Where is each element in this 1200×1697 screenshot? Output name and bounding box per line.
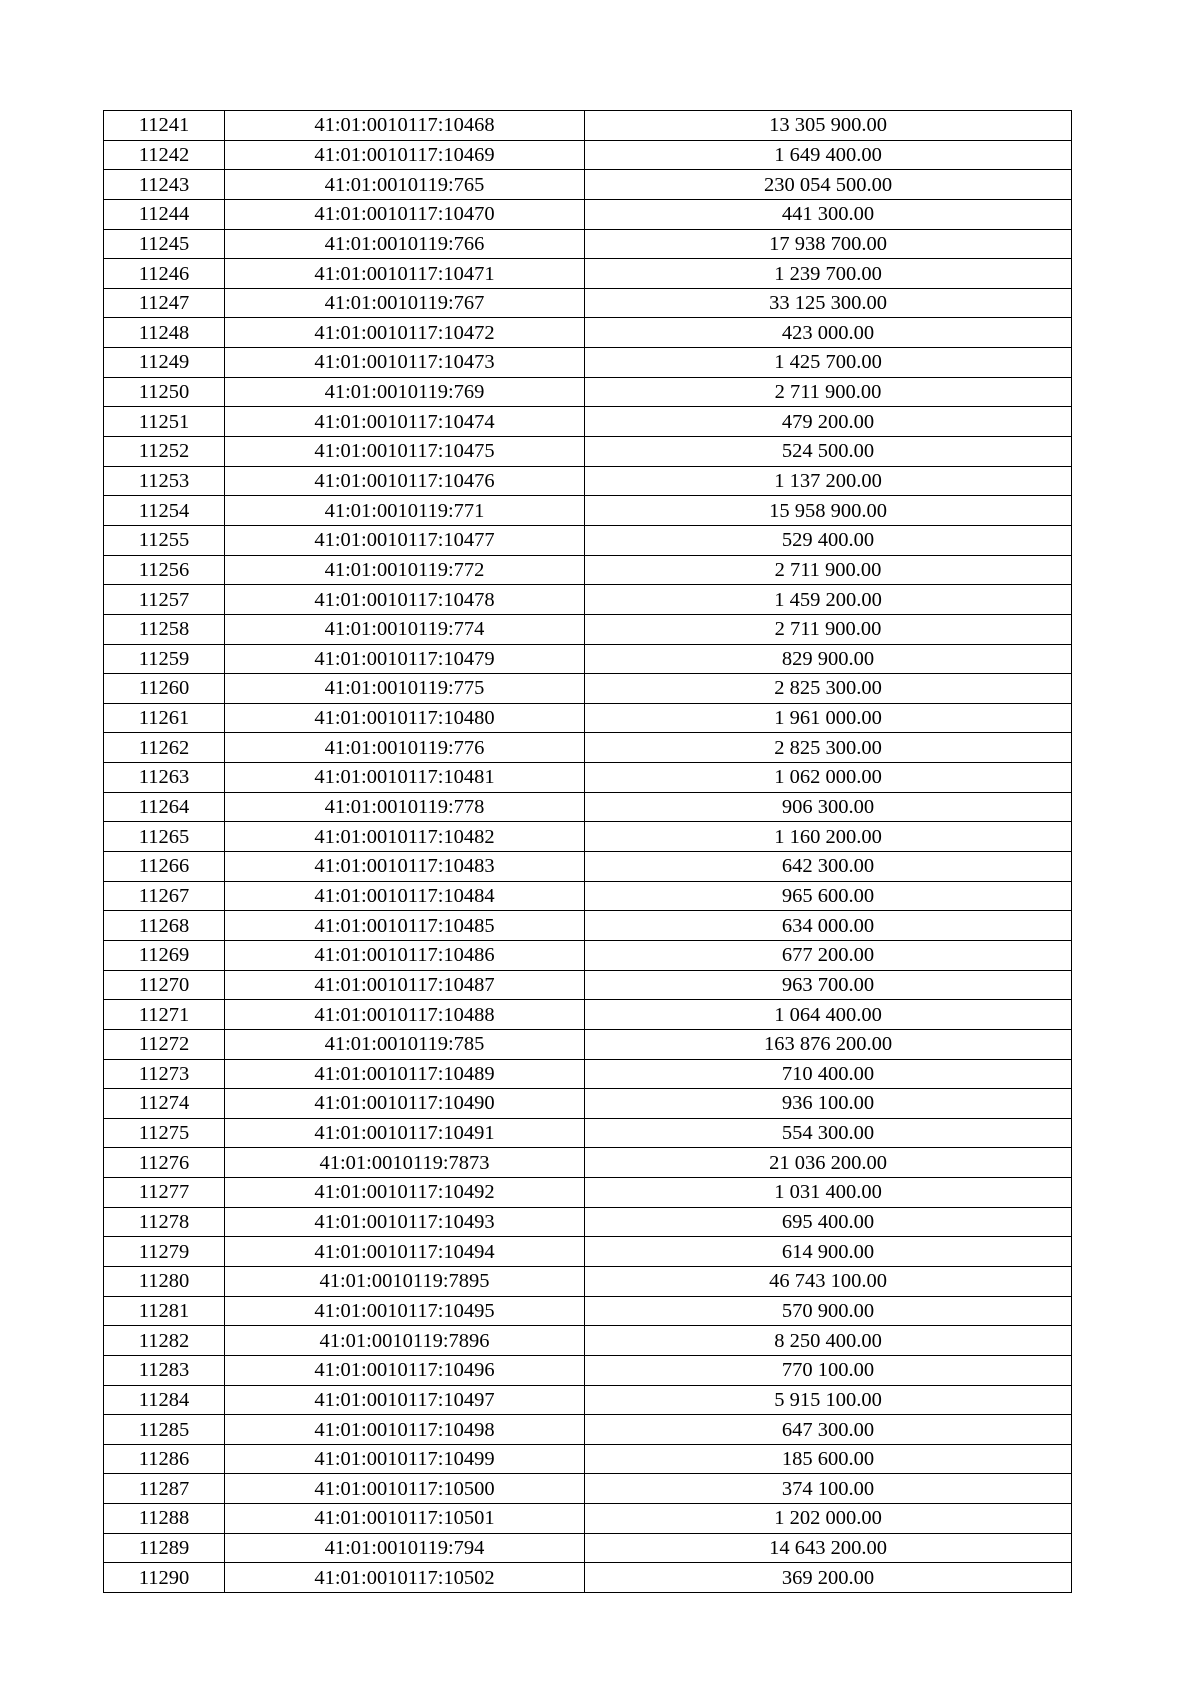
cadastral-number-cell: 41:01:0010119:794 bbox=[225, 1533, 585, 1563]
table-row bbox=[104, 466, 1072, 496]
row-number-cell: 11261 bbox=[104, 703, 225, 733]
table-row bbox=[104, 1355, 1072, 1385]
cadastral-number-cell: 41:01:0010119:769 bbox=[225, 377, 585, 407]
row-number-cell: 11252 bbox=[104, 437, 225, 467]
cadastral-value-cell: 529 400.00 bbox=[585, 525, 1072, 555]
cadastral-value-cell: 369 200.00 bbox=[585, 1563, 1072, 1593]
cadastral-number-cell: 41:01:0010117:10485 bbox=[225, 911, 585, 941]
cadastral-value-cell: 2 711 900.00 bbox=[585, 377, 1072, 407]
cadastral-value-cell: 441 300.00 bbox=[585, 199, 1072, 229]
cadastral-number-cell: 41:01:0010117:10469 bbox=[225, 140, 585, 170]
cadastral-value-cell: 5 915 100.00 bbox=[585, 1385, 1072, 1415]
row-number-cell: 11258 bbox=[104, 614, 225, 644]
cadastral-number-cell: 41:01:0010117:10491 bbox=[225, 1118, 585, 1148]
row-number-cell: 11279 bbox=[104, 1237, 225, 1267]
cadastral-value-cell: 642 300.00 bbox=[585, 852, 1072, 882]
cadastral-number-cell: 41:01:0010117:10482 bbox=[225, 822, 585, 852]
cadastral-number-cell: 41:01:0010119:771 bbox=[225, 496, 585, 526]
cadastral-number-cell: 41:01:0010119:766 bbox=[225, 229, 585, 259]
cadastral-number-cell: 41:01:0010119:774 bbox=[225, 614, 585, 644]
cadastral-number-cell: 41:01:0010117:10500 bbox=[225, 1474, 585, 1504]
table-row bbox=[104, 822, 1072, 852]
cadastral-value-cell: 374 100.00 bbox=[585, 1474, 1072, 1504]
cadastral-value-cell: 163 876 200.00 bbox=[585, 1029, 1072, 1059]
cadastral-value-cell: 15 958 900.00 bbox=[585, 496, 1072, 526]
cadastral-number-cell: 41:01:0010117:10496 bbox=[225, 1355, 585, 1385]
table-row bbox=[104, 1444, 1072, 1474]
row-number-cell: 11250 bbox=[104, 377, 225, 407]
row-number-cell: 11264 bbox=[104, 792, 225, 822]
cadastral-value-cell: 1 649 400.00 bbox=[585, 140, 1072, 170]
table-row bbox=[104, 1000, 1072, 1030]
cadastral-number-cell: 41:01:0010117:10476 bbox=[225, 466, 585, 496]
cadastral-number-cell: 41:01:0010117:10474 bbox=[225, 407, 585, 437]
table-row bbox=[104, 792, 1072, 822]
table-row bbox=[104, 1533, 1072, 1563]
row-number-cell: 11289 bbox=[104, 1533, 225, 1563]
table-row bbox=[104, 377, 1072, 407]
cadastral-number-cell: 41:01:0010117:10497 bbox=[225, 1385, 585, 1415]
cadastral-value-cell: 1 425 700.00 bbox=[585, 348, 1072, 378]
cadastral-number-cell: 41:01:0010117:10475 bbox=[225, 437, 585, 467]
cadastral-value-cell: 479 200.00 bbox=[585, 407, 1072, 437]
cadastral-number-cell: 41:01:0010117:10484 bbox=[225, 881, 585, 911]
row-number-cell: 11288 bbox=[104, 1504, 225, 1534]
cadastral-number-cell: 41:01:0010117:10492 bbox=[225, 1178, 585, 1208]
cadastral-value-cell: 21 036 200.00 bbox=[585, 1148, 1072, 1178]
cadastral-value-cell: 936 100.00 bbox=[585, 1089, 1072, 1119]
cadastral-number-cell: 41:01:0010117:10481 bbox=[225, 763, 585, 793]
cadastral-value-cell: 906 300.00 bbox=[585, 792, 1072, 822]
cadastral-number-cell: 41:01:0010117:10473 bbox=[225, 348, 585, 378]
cadastral-value-cell: 614 900.00 bbox=[585, 1237, 1072, 1267]
cadastral-value-cell: 1 239 700.00 bbox=[585, 259, 1072, 289]
table-row bbox=[104, 1474, 1072, 1504]
table-row bbox=[104, 1563, 1072, 1593]
row-number-cell: 11251 bbox=[104, 407, 225, 437]
cadastral-number-cell: 41:01:0010117:10486 bbox=[225, 940, 585, 970]
table-row bbox=[104, 525, 1072, 555]
cadastral-number-cell: 41:01:0010117:10487 bbox=[225, 970, 585, 1000]
row-number-cell: 11277 bbox=[104, 1178, 225, 1208]
cadastral-number-cell: 41:01:0010117:10468 bbox=[225, 111, 585, 141]
table-row bbox=[104, 1059, 1072, 1089]
row-number-cell: 11259 bbox=[104, 644, 225, 674]
table-row bbox=[104, 1296, 1072, 1326]
cadastral-number-cell: 41:01:0010117:10480 bbox=[225, 703, 585, 733]
row-number-cell: 11276 bbox=[104, 1148, 225, 1178]
cadastral-number-cell: 41:01:0010119:7896 bbox=[225, 1326, 585, 1356]
cadastral-number-cell: 41:01:0010119:778 bbox=[225, 792, 585, 822]
cadastral-number-cell: 41:01:0010117:10495 bbox=[225, 1296, 585, 1326]
table-row bbox=[104, 1207, 1072, 1237]
table-row bbox=[104, 644, 1072, 674]
cadastral-value-cell: 1 062 000.00 bbox=[585, 763, 1072, 793]
cadastral-value-cell: 963 700.00 bbox=[585, 970, 1072, 1000]
row-number-cell: 11260 bbox=[104, 674, 225, 704]
table-row bbox=[104, 1415, 1072, 1445]
cadastral-number-cell: 41:01:0010117:10493 bbox=[225, 1207, 585, 1237]
table-row bbox=[104, 733, 1072, 763]
cadastral-value-cell: 695 400.00 bbox=[585, 1207, 1072, 1237]
row-number-cell: 11282 bbox=[104, 1326, 225, 1356]
table-row bbox=[104, 970, 1072, 1000]
cadastral-number-cell: 41:01:0010117:10478 bbox=[225, 585, 585, 615]
table-body bbox=[104, 111, 1072, 1593]
table-row bbox=[104, 1326, 1072, 1356]
row-number-cell: 11257 bbox=[104, 585, 225, 615]
cadastral-number-cell: 41:01:0010117:10498 bbox=[225, 1415, 585, 1445]
cadastral-value-cell: 1 064 400.00 bbox=[585, 1000, 1072, 1030]
row-number-cell: 11242 bbox=[104, 140, 225, 170]
table-row bbox=[104, 1029, 1072, 1059]
row-number-cell: 11253 bbox=[104, 466, 225, 496]
table-row bbox=[104, 348, 1072, 378]
table-row bbox=[104, 1089, 1072, 1119]
cadastral-value-cell: 965 600.00 bbox=[585, 881, 1072, 911]
cadastral-value-cell: 1 137 200.00 bbox=[585, 466, 1072, 496]
row-number-cell: 11280 bbox=[104, 1266, 225, 1296]
cadastral-value-cell: 2 825 300.00 bbox=[585, 674, 1072, 704]
cadastral-number-cell: 41:01:0010119:767 bbox=[225, 288, 585, 318]
cadastral-value-cell: 2 825 300.00 bbox=[585, 733, 1072, 763]
table-row bbox=[104, 911, 1072, 941]
cadastral-number-cell: 41:01:0010117:10489 bbox=[225, 1059, 585, 1089]
row-number-cell: 11241 bbox=[104, 111, 225, 141]
table-row bbox=[104, 1385, 1072, 1415]
cadastral-number-cell: 41:01:0010117:10490 bbox=[225, 1089, 585, 1119]
cadastral-value-cell: 13 305 900.00 bbox=[585, 111, 1072, 141]
table-row bbox=[104, 140, 1072, 170]
cadastral-number-cell: 41:01:0010119:775 bbox=[225, 674, 585, 704]
row-number-cell: 11274 bbox=[104, 1089, 225, 1119]
row-number-cell: 11270 bbox=[104, 970, 225, 1000]
cadastral-value-cell: 770 100.00 bbox=[585, 1355, 1072, 1385]
cadastral-value-cell: 14 643 200.00 bbox=[585, 1533, 1072, 1563]
table-row bbox=[104, 437, 1072, 467]
table-row bbox=[104, 614, 1072, 644]
cadastral-value-cell: 8 250 400.00 bbox=[585, 1326, 1072, 1356]
cadastral-value-table bbox=[103, 110, 1072, 1593]
row-number-cell: 11244 bbox=[104, 199, 225, 229]
cadastral-number-cell: 41:01:0010117:10499 bbox=[225, 1444, 585, 1474]
table-row bbox=[104, 1266, 1072, 1296]
row-number-cell: 11245 bbox=[104, 229, 225, 259]
table-row bbox=[104, 585, 1072, 615]
row-number-cell: 11272 bbox=[104, 1029, 225, 1059]
row-number-cell: 11281 bbox=[104, 1296, 225, 1326]
cadastral-value-cell: 1 202 000.00 bbox=[585, 1504, 1072, 1534]
table-row bbox=[104, 199, 1072, 229]
cadastral-number-cell: 41:01:0010117:10470 bbox=[225, 199, 585, 229]
row-number-cell: 11249 bbox=[104, 348, 225, 378]
cadastral-value-cell: 570 900.00 bbox=[585, 1296, 1072, 1326]
cadastral-number-cell: 41:01:0010117:10477 bbox=[225, 525, 585, 555]
cadastral-number-cell: 41:01:0010119:776 bbox=[225, 733, 585, 763]
table-row bbox=[104, 940, 1072, 970]
cadastral-value-cell: 677 200.00 bbox=[585, 940, 1072, 970]
table-row bbox=[104, 318, 1072, 348]
table-row bbox=[104, 1178, 1072, 1208]
cadastral-value-cell: 423 000.00 bbox=[585, 318, 1072, 348]
cadastral-value-cell: 185 600.00 bbox=[585, 1444, 1072, 1474]
row-number-cell: 11287 bbox=[104, 1474, 225, 1504]
cadastral-value-cell: 2 711 900.00 bbox=[585, 555, 1072, 585]
cadastral-value-cell: 46 743 100.00 bbox=[585, 1266, 1072, 1296]
row-number-cell: 11284 bbox=[104, 1385, 225, 1415]
cadastral-value-cell: 1 160 200.00 bbox=[585, 822, 1072, 852]
row-number-cell: 11265 bbox=[104, 822, 225, 852]
row-number-cell: 11271 bbox=[104, 1000, 225, 1030]
cadastral-number-cell: 41:01:0010119:7895 bbox=[225, 1266, 585, 1296]
cadastral-number-cell: 41:01:0010117:10494 bbox=[225, 1237, 585, 1267]
row-number-cell: 11286 bbox=[104, 1444, 225, 1474]
row-number-cell: 11268 bbox=[104, 911, 225, 941]
cadastral-value-cell: 2 711 900.00 bbox=[585, 614, 1072, 644]
table-row bbox=[104, 288, 1072, 318]
cadastral-value-cell: 554 300.00 bbox=[585, 1118, 1072, 1148]
table-row bbox=[104, 170, 1072, 200]
row-number-cell: 11285 bbox=[104, 1415, 225, 1445]
cadastral-value-cell: 710 400.00 bbox=[585, 1059, 1072, 1089]
table-row bbox=[104, 1148, 1072, 1178]
cadastral-number-cell: 41:01:0010117:10479 bbox=[225, 644, 585, 674]
row-number-cell: 11290 bbox=[104, 1563, 225, 1593]
row-number-cell: 11262 bbox=[104, 733, 225, 763]
cadastral-number-cell: 41:01:0010119:765 bbox=[225, 170, 585, 200]
table-row bbox=[104, 852, 1072, 882]
table-row bbox=[104, 763, 1072, 793]
row-number-cell: 11275 bbox=[104, 1118, 225, 1148]
cadastral-value-cell: 647 300.00 bbox=[585, 1415, 1072, 1445]
row-number-cell: 11273 bbox=[104, 1059, 225, 1089]
row-number-cell: 11267 bbox=[104, 881, 225, 911]
row-number-cell: 11247 bbox=[104, 288, 225, 318]
table-row bbox=[104, 1118, 1072, 1148]
row-number-cell: 11266 bbox=[104, 852, 225, 882]
table-row bbox=[104, 1237, 1072, 1267]
cadastral-value-cell: 829 900.00 bbox=[585, 644, 1072, 674]
table-row bbox=[104, 703, 1072, 733]
cadastral-value-cell: 524 500.00 bbox=[585, 437, 1072, 467]
row-number-cell: 11256 bbox=[104, 555, 225, 585]
row-number-cell: 11248 bbox=[104, 318, 225, 348]
cadastral-number-cell: 41:01:0010119:772 bbox=[225, 555, 585, 585]
table-row bbox=[104, 881, 1072, 911]
row-number-cell: 11246 bbox=[104, 259, 225, 289]
cadastral-number-cell: 41:01:0010117:10472 bbox=[225, 318, 585, 348]
cadastral-number-cell: 41:01:0010117:10488 bbox=[225, 1000, 585, 1030]
cadastral-value-cell: 33 125 300.00 bbox=[585, 288, 1072, 318]
cadastral-value-cell: 17 938 700.00 bbox=[585, 229, 1072, 259]
table-row bbox=[104, 555, 1072, 585]
row-number-cell: 11283 bbox=[104, 1355, 225, 1385]
table-row bbox=[104, 407, 1072, 437]
table-row bbox=[104, 229, 1072, 259]
cadastral-value-cell: 1 031 400.00 bbox=[585, 1178, 1072, 1208]
table-row bbox=[104, 259, 1072, 289]
cadastral-number-cell: 41:01:0010117:10501 bbox=[225, 1504, 585, 1534]
cadastral-value-cell: 1 961 000.00 bbox=[585, 703, 1072, 733]
table-row bbox=[104, 111, 1072, 141]
row-number-cell: 11254 bbox=[104, 496, 225, 526]
table-row bbox=[104, 496, 1072, 526]
row-number-cell: 11243 bbox=[104, 170, 225, 200]
cadastral-number-cell: 41:01:0010117:10471 bbox=[225, 259, 585, 289]
row-number-cell: 11269 bbox=[104, 940, 225, 970]
cadastral-number-cell: 41:01:0010119:785 bbox=[225, 1029, 585, 1059]
row-number-cell: 11278 bbox=[104, 1207, 225, 1237]
row-number-cell: 11263 bbox=[104, 763, 225, 793]
cadastral-value-cell: 634 000.00 bbox=[585, 911, 1072, 941]
cadastral-value-cell: 230 054 500.00 bbox=[585, 170, 1072, 200]
table-row bbox=[104, 674, 1072, 704]
cadastral-value-cell: 1 459 200.00 bbox=[585, 585, 1072, 615]
cadastral-number-cell: 41:01:0010117:10502 bbox=[225, 1563, 585, 1593]
row-number-cell: 11255 bbox=[104, 525, 225, 555]
table-row bbox=[104, 1504, 1072, 1534]
cadastral-number-cell: 41:01:0010117:10483 bbox=[225, 852, 585, 882]
cadastral-number-cell: 41:01:0010119:7873 bbox=[225, 1148, 585, 1178]
